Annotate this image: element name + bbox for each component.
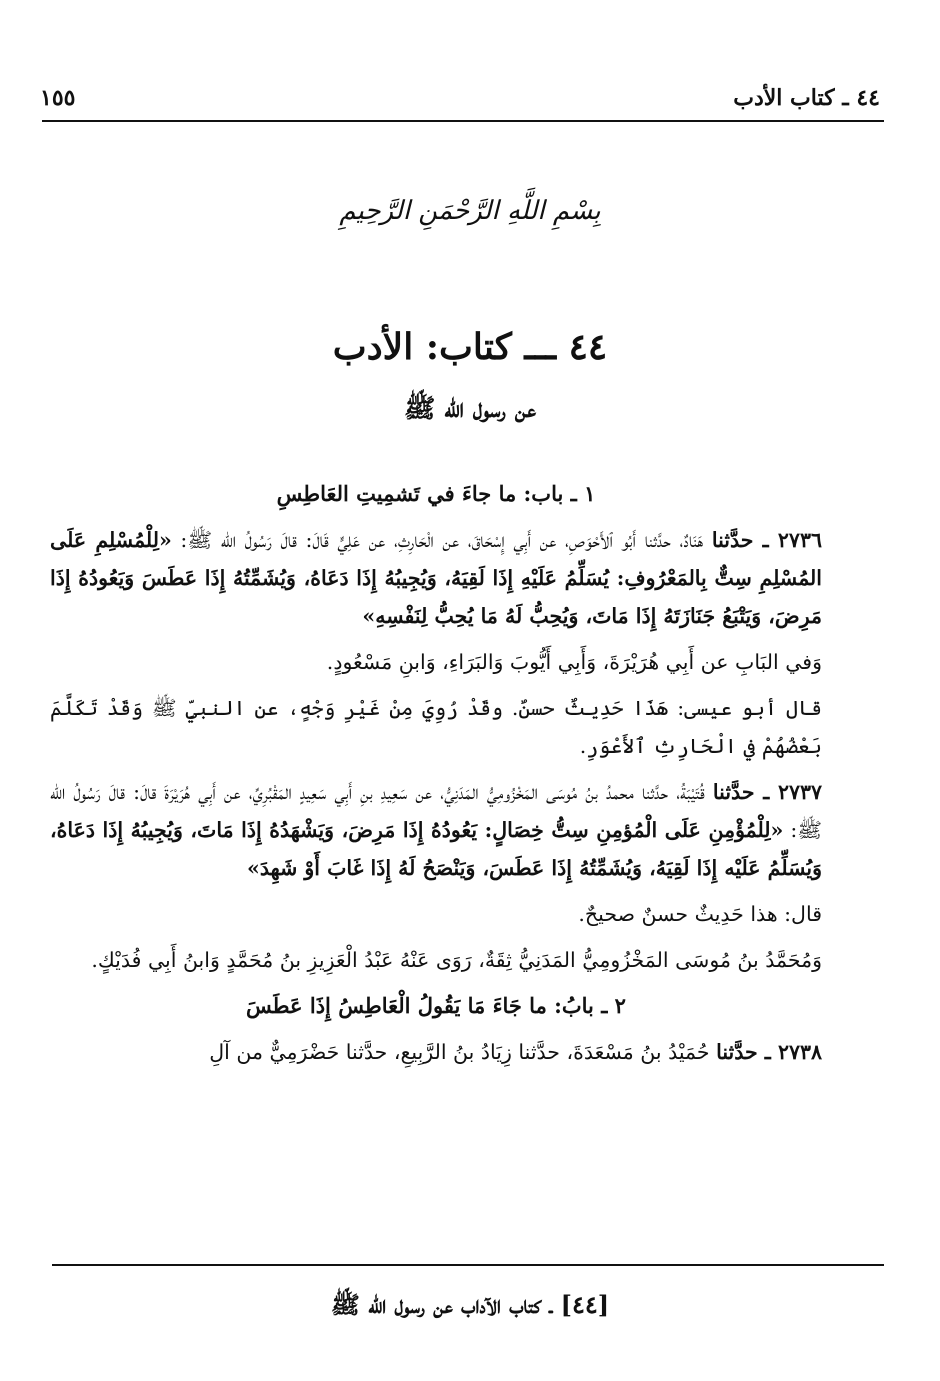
hadith-2737 — [50, 773, 822, 887]
chapter-2-title: ٢ ـ بابُ: ما جَاءَ مَا يَقُولُ الْعَاطِسُ إِذَا عَطَسَ — [246, 993, 626, 1018]
hadith-2736-number: ٢٧٣٦ ـ حدَّثنا — [711, 528, 822, 552]
hadith-2738-number: ٢٧٣٨ ـ حدَّثنا — [716, 1040, 822, 1064]
footer-divider — [52, 1264, 884, 1266]
hadith-2737-note: وَمُحَمَّدُ بنُ مُوسَى المَخْزُومِيُّ المَدَنِيُّ ثِقَةٌ، رَوَى عَنْهُ عَبْدُ الْعَزِيزِ بنُ مُحَمَّدٍ وَابنُ أَبِي فُدَيْكٍ. — [91, 948, 822, 972]
header-chapter-label: ٤٤ ـ كتاب الأدب — [733, 85, 880, 111]
hadith-2737-matn: «لِلْمُؤْمِنِ عَلَى الْمُؤمِنِ سِتُّ خِصَالٍ: يَعُودُهُ إِذَا مَرِضَ، وَيَشْهَدُهُ إِذَا مَاتَ، وَيُجِيبُهُ إِذَا دَعَاهُ، وَيُسَلِّمُ عَلَيْه إِذَا لَقِيَهُ، وَيُشَمِّتُهُ إِذَا عَطَسَ، وَيَنْصَحُ لَهُ إِذَا غَابَ أَوْ شَهِدَ» — [50, 818, 822, 880]
header-divider — [42, 120, 884, 122]
chapter-1-title: ١ ـ باب: ما جاءَ في تَشمِيتِ العَاطِسِ — [276, 481, 596, 506]
hadith-2738 — [50, 1033, 822, 1071]
running-header — [40, 80, 880, 116]
book-title: ٤٤ ـــ كتاب: الأدب — [332, 326, 608, 368]
hadith-2738-isnad: حُمَيْدُ بنُ مَسْعَدَةَ، حدَّثنا زِيَادُ بنُ الرَّبِيعِ، حدَّثنا حَضْرَمِيٌّ من آلِ — [209, 1040, 710, 1064]
footer-book-title: [٤٤] ـ كتاب الآداب عن رسول الله ﷺ — [330, 1290, 610, 1319]
main-text — [50, 475, 822, 1079]
hadith-2736-matn: «لِلْمُسْلِمِ عَلَى المُسْلِمِ سِتٌّ بِالمَعْرُوفِ: يُسَلِّمُ عَلَيْهِ إِذَا لَقِيَهُ، وَيُجِيبُهُ إِذَا دَعَاهُ، وَيُشَمِّتُهُ إِذَا عَطَسَ وَيَعُودُهُ إِذَا مَرِضَ، وَيَتْبَعُ جَنَازَتَهُ إِذَا مَاتَ، وَيُحِبُّ لَهُ مَا يُحِبُّ لِنَفْسِهِ» — [50, 528, 822, 628]
hadith-2736-isnad: هَنَادٌ، حدَّثنا أَبُو ٱلأَحْوَصِ، عن أَبِي إِسْحَاقَ، عن الْحَارِثِ، عن عَلِيٍّ قَالَ: قالَ رَسُولُ الله ﷺ: — [171, 528, 704, 552]
hadith-2737-number: ٢٧٣٧ ـ حدَّثنا — [712, 780, 822, 804]
hadith-2737-comment: قال: هذا حَدِيثٌ حسنٌ صحيحٌ. — [578, 902, 822, 926]
basmala-calligraphy: بِسْمِ اللَّهِ الرَّحْمَنِ الرَّحِيمِ — [339, 196, 601, 226]
page-number: ١٥٥ — [40, 85, 76, 111]
hadith-2736-comment: قال أبو عيسى: هَذَا حَدِيثٌ حسنٌ. وقَدْ رُوِيَ مِنْ غَيْرِ وَجْهٍ، عن النبيِّ ﷺ وَقَدْ تَكَلَّمَ بَعْضُهُمْ في الْحَارِثِ ٱلأَعْوَرِ. — [50, 696, 822, 758]
hadith-2736 — [50, 521, 822, 635]
hadith-2737-isnad: قُتَيْبَةُ، حدَّثنا محمدُ بنُ مُوسَى المَخْزُومِيُّ المَدَنِيُّ، عن سَعِيدِ بنِ أَبِي سَعِيدٍ المَقْبُرِيِّ، عن أَبِي هُرَيْرَةَ قالَ: قالَ رَسُولُ الله ﷺ: — [50, 780, 823, 842]
hadith-2736-fil-bab: وَفي البَابِ عن أَبِي هُرَيْرَةَ، وَأَبِي أَيُّوبَ وَالبَرَاءِ، وَابنِ مَسْعُودٍ. — [326, 650, 822, 674]
book-subtitle: عن رسول الله ﷺ — [403, 394, 537, 424]
